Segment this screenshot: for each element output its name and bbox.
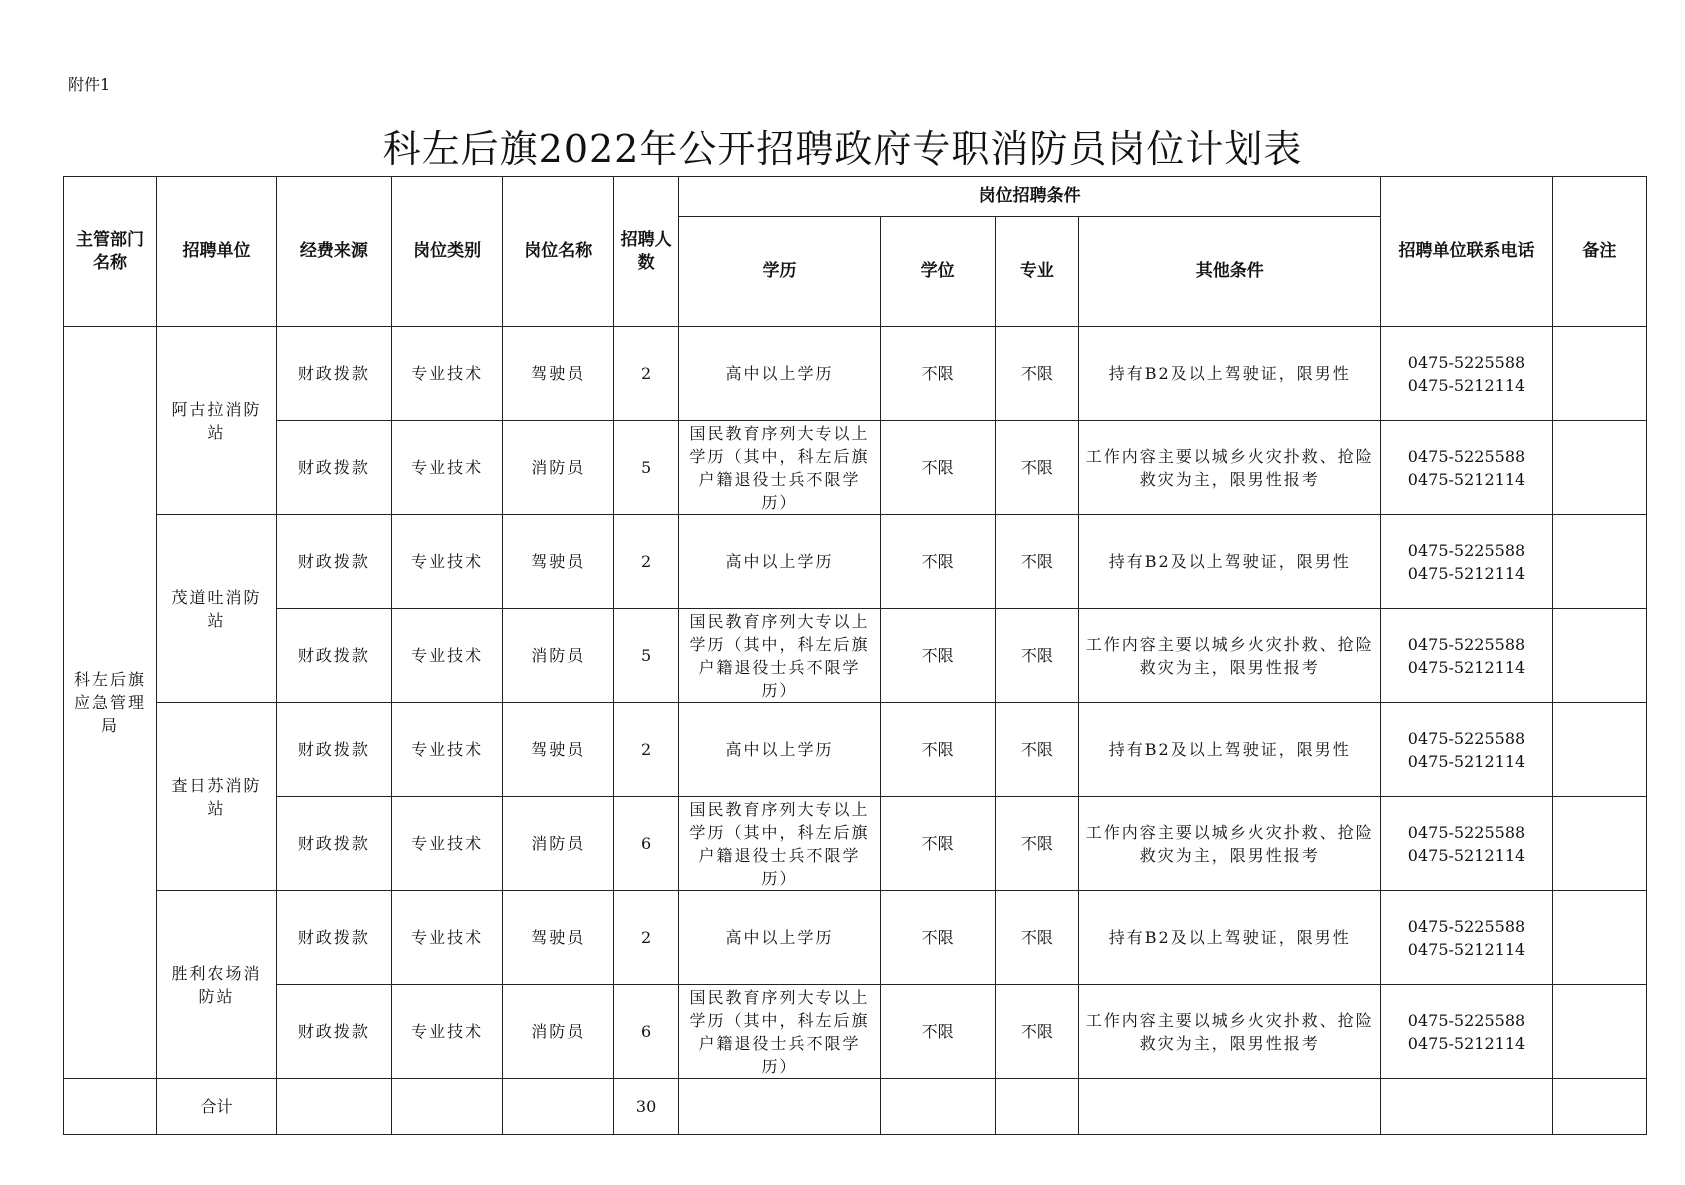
funding-cell: 财政拨款 (276, 609, 391, 703)
major-cell: 不限 (995, 421, 1079, 515)
header-phone: 招聘单位联系电话 (1381, 177, 1553, 327)
phone-number: 0475-5212114 (1407, 751, 1526, 771)
other-cell: 持有B2及以上驾驶证，限男性 (1079, 891, 1381, 985)
other-cell: 工作内容主要以城乡火灾扑救、抢险救灾为主，限男性报考 (1079, 797, 1381, 891)
count-cell: 5 (614, 421, 679, 515)
funding-cell: 财政拨款 (276, 515, 391, 609)
header-education: 学历 (679, 217, 881, 327)
total-count: 30 (614, 1079, 679, 1135)
phone-number: 0475-5225588 (1407, 822, 1526, 842)
table-row (64, 797, 1647, 891)
major-cell: 不限 (995, 609, 1079, 703)
count-cell: 2 (614, 515, 679, 609)
department-cell: 科左后旗应急管理局 (64, 327, 157, 1079)
total-label: 合计 (157, 1079, 277, 1135)
education-cell: 高中以上学历 (679, 327, 881, 421)
phone-number: 0475-5225588 (1407, 728, 1526, 748)
table-row (64, 327, 1647, 421)
empty-cell (1079, 1079, 1381, 1135)
count-cell: 2 (614, 891, 679, 985)
position-cell: 驾驶员 (503, 891, 614, 985)
empty-cell (679, 1079, 881, 1135)
table-row (64, 609, 1647, 703)
funding-cell: 财政拨款 (276, 891, 391, 985)
phone-cell (1381, 985, 1553, 1079)
position-cell: 消防员 (503, 609, 614, 703)
degree-cell: 不限 (880, 515, 995, 609)
empty-cell (1381, 1079, 1553, 1135)
category-cell: 专业技术 (391, 515, 503, 609)
header-other: 其他条件 (1079, 217, 1381, 327)
table-row (64, 703, 1647, 797)
major-cell: 不限 (995, 703, 1079, 797)
phone-number: 0475-5225588 (1407, 352, 1526, 372)
table-body (64, 327, 1647, 1135)
empty-cell (995, 1079, 1079, 1135)
table-row (64, 985, 1647, 1079)
major-cell: 不限 (995, 515, 1079, 609)
phone-cell (1381, 609, 1553, 703)
attachment-label: 附件1 (68, 75, 111, 94)
recruitment-plan-table (63, 176, 1647, 1135)
funding-cell: 财政拨款 (276, 703, 391, 797)
header-dept: 主管部门名称 (64, 177, 157, 327)
phone-cell (1381, 891, 1553, 985)
count-cell: 2 (614, 703, 679, 797)
position-cell: 驾驶员 (503, 703, 614, 797)
position-cell: 驾驶员 (503, 515, 614, 609)
empty-cell (503, 1079, 614, 1135)
unit-cell: 阿古拉消防站 (157, 327, 277, 515)
remark-cell (1552, 985, 1646, 1079)
degree-cell: 不限 (880, 327, 995, 421)
remark-cell (1552, 703, 1646, 797)
page-title: 科左后旗2022年公开招聘政府专职消防员岗位计划表 (382, 127, 1303, 171)
category-cell: 专业技术 (391, 327, 503, 421)
remark-cell (1552, 891, 1646, 985)
phone-number: 0475-5212114 (1407, 1033, 1526, 1053)
phone-cell (1381, 703, 1553, 797)
header-category: 岗位类别 (391, 177, 503, 327)
major-cell: 不限 (995, 327, 1079, 421)
category-cell: 专业技术 (391, 985, 503, 1079)
degree-cell: 不限 (880, 891, 995, 985)
funding-cell: 财政拨款 (276, 421, 391, 515)
education-cell: 高中以上学历 (679, 703, 881, 797)
category-cell: 专业技术 (391, 891, 503, 985)
count-cell: 5 (614, 609, 679, 703)
funding-cell: 财政拨款 (276, 327, 391, 421)
table-row (64, 421, 1647, 515)
header-conditions: 岗位招聘条件 (679, 177, 1381, 217)
remark-cell (1552, 421, 1646, 515)
phone-cell (1381, 797, 1553, 891)
header-major: 专业 (995, 217, 1079, 327)
count-cell: 6 (614, 985, 679, 1079)
header-remark: 备注 (1552, 177, 1646, 327)
phone-cell (1381, 421, 1553, 515)
phone-number: 0475-5225588 (1407, 1010, 1526, 1030)
other-cell: 持有B2及以上驾驶证，限男性 (1079, 515, 1381, 609)
position-cell: 消防员 (503, 985, 614, 1079)
phone-number: 0475-5225588 (1407, 446, 1526, 466)
degree-cell: 不限 (880, 609, 995, 703)
phone-number: 0475-5225588 (1407, 634, 1526, 654)
header-count: 招聘人数 (614, 177, 679, 327)
header-funding: 经费来源 (276, 177, 391, 327)
count-cell: 2 (614, 327, 679, 421)
category-cell: 专业技术 (391, 703, 503, 797)
unit-cell: 茂道吐消防站 (157, 515, 277, 703)
table-row (64, 515, 1647, 609)
phone-number: 0475-5212114 (1407, 563, 1526, 583)
unit-cell: 査日苏消防站 (157, 703, 277, 891)
empty-cell (1552, 1079, 1646, 1135)
other-cell: 工作内容主要以城乡火灾扑救、抢险救灾为主，限男性报考 (1079, 985, 1381, 1079)
degree-cell: 不限 (880, 703, 995, 797)
remark-cell (1552, 609, 1646, 703)
position-cell: 消防员 (503, 421, 614, 515)
major-cell: 不限 (995, 985, 1079, 1079)
major-cell: 不限 (995, 891, 1079, 985)
empty-cell (391, 1079, 503, 1135)
major-cell: 不限 (995, 797, 1079, 891)
phone-number: 0475-5212114 (1407, 469, 1526, 489)
category-cell: 专业技术 (391, 797, 503, 891)
phone-cell (1381, 327, 1553, 421)
education-cell: 国民教育序列大专以上学历（其中，科左后旗户籍退役士兵不限学历） (679, 985, 881, 1079)
phone-number: 0475-5212114 (1407, 657, 1526, 677)
education-cell: 高中以上学历 (679, 891, 881, 985)
table-row (64, 891, 1647, 985)
remark-cell (1552, 797, 1646, 891)
funding-cell: 财政拨款 (276, 797, 391, 891)
education-cell: 国民教育序列大专以上学历（其中，科左后旗户籍退役士兵不限学历） (679, 421, 881, 515)
degree-cell: 不限 (880, 421, 995, 515)
other-cell: 持有B2及以上驾驶证，限男性 (1079, 703, 1381, 797)
unit-cell: 胜利农场消防站 (157, 891, 277, 1079)
phone-cell (1381, 515, 1553, 609)
count-cell: 6 (614, 797, 679, 891)
header-position: 岗位名称 (503, 177, 614, 327)
phone-number: 0475-5212114 (1407, 845, 1526, 865)
education-cell: 国民教育序列大专以上学历（其中，科左后旗户籍退役士兵不限学历） (679, 797, 881, 891)
other-cell: 持有B2及以上驾驶证，限男性 (1079, 327, 1381, 421)
header-unit: 招聘单位 (157, 177, 277, 327)
empty-cell (880, 1079, 995, 1135)
position-cell: 消防员 (503, 797, 614, 891)
position-cell: 驾驶员 (503, 327, 614, 421)
phone-number: 0475-5212114 (1407, 939, 1526, 959)
phone-number: 0475-5225588 (1407, 916, 1526, 936)
phone-number: 0475-5212114 (1407, 375, 1526, 395)
phone-number: 0475-5225588 (1407, 540, 1526, 560)
category-cell: 专业技术 (391, 609, 503, 703)
other-cell: 工作内容主要以城乡火灾扑救、抢险救灾为主，限男性报考 (1079, 421, 1381, 515)
degree-cell: 不限 (880, 797, 995, 891)
empty-cell (276, 1079, 391, 1135)
education-cell: 国民教育序列大专以上学历（其中，科左后旗户籍退役士兵不限学历） (679, 609, 881, 703)
remark-cell (1552, 327, 1646, 421)
education-cell: 高中以上学历 (679, 515, 881, 609)
funding-cell: 财政拨款 (276, 985, 391, 1079)
degree-cell: 不限 (880, 985, 995, 1079)
header-degree: 学位 (880, 217, 995, 327)
empty-cell (64, 1079, 157, 1135)
remark-cell (1552, 515, 1646, 609)
other-cell: 工作内容主要以城乡火灾扑救、抢险救灾为主，限男性报考 (1079, 609, 1381, 703)
total-row (64, 1079, 1647, 1135)
category-cell: 专业技术 (391, 421, 503, 515)
